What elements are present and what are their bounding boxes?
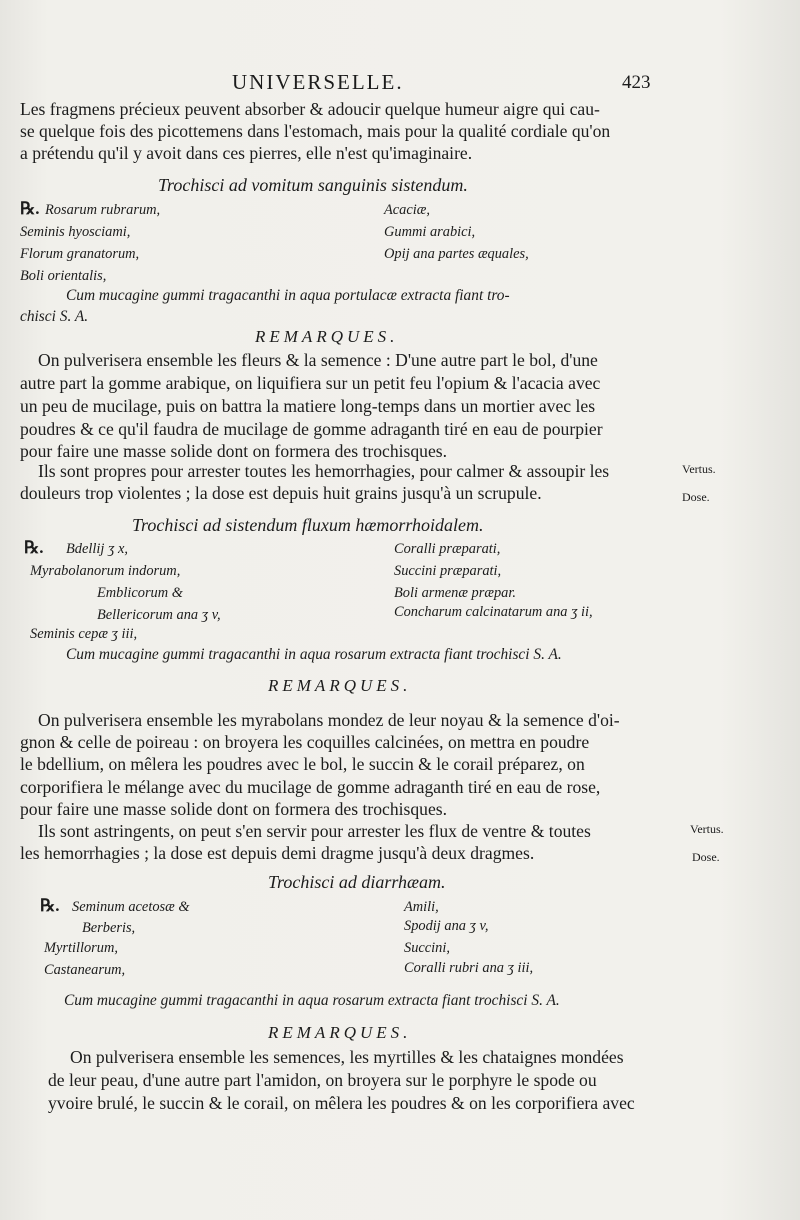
text-line: les hemorrhagies ; la dose est depuis demi dragme jusqu'à deux dragmes. [20, 843, 535, 863]
text-line: de leur peau, d'une autre part l'amidon, on broyera sur le porphyre le spode ou [48, 1070, 597, 1090]
margin-note-dose: Dose. [682, 490, 710, 504]
ingredient: Concharum calcinatarum ana ʒ ii, [394, 604, 593, 620]
text-line: un peu de mucilage, puis on battra la matiere long-temps dans un mortier avec les [20, 396, 596, 416]
text-line: On pulverisera ensemble les myrabolans mondez de leur noyau & la semence d'oi- [38, 710, 620, 730]
text-line: Ils sont astringents, on peut s'en servir pour arrester les flux de ventre & toutes [38, 821, 591, 841]
ingredient: Bellericorum ana ʒ v, [97, 607, 221, 623]
recipe-title: Trochisci ad sistendum fluxum hæmorrhoidalem. [132, 515, 484, 535]
recipe-title: Trochisci ad vomitum sanguinis sistendum. [158, 175, 468, 195]
ingredient: Gummi arabici, [384, 224, 476, 240]
recipe-title: Trochisci ad diarrhæam. [268, 872, 446, 892]
ingredient: Bdellij ʒ x, [66, 541, 128, 557]
ingredient: Coralli præparati, [394, 541, 501, 557]
recipe-symbol: ℞. [40, 896, 60, 915]
ingredient: Spodij ana ʒ v, [404, 918, 489, 934]
text-line: autre part la gomme arabique, on liquifiera sur un petit feu l'opium & l'acacia avec [20, 373, 601, 393]
ingredient: Seminum acetosæ & [72, 899, 190, 915]
remarques-heading: REMARQUES. [268, 1023, 412, 1042]
running-title: UNIVERSELLE. [232, 70, 404, 94]
recipe-instruction: Cum mucagine gummi tragacanthi in aqua portulacæ extracta fiant tro- [66, 287, 510, 304]
ingredient: Seminis cepæ ʒ iii, [30, 626, 138, 642]
text-line: Ils sont propres pour arrester toutes les hemorrhagies, pour calmer & assoupir les [38, 461, 610, 481]
recipe-symbol: ℞. [20, 199, 40, 218]
ingredient: Rosarum rubrarum, [45, 202, 161, 218]
text-line: On pulverisera ensemble les fleurs & la semence : D'une autre part le bol, d'une [38, 350, 598, 370]
text-line: pour faire une masse solide dont on formera des trochisques. [20, 441, 448, 461]
recipe-instruction: Cum mucagine gummi tragacanthi in aqua rosarum extracta fiant trochisci S. A. [64, 992, 560, 1009]
margin-note-vertus: Vertus. [690, 822, 724, 836]
ingredient: Myrtillorum, [44, 940, 118, 956]
recipe-instruction: Cum mucagine gummi tragacanthi in aqua rosarum extracta fiant trochisci S. A. [66, 646, 562, 663]
text-line: corporifiera le mélange avec du mucilage de gomme adraganth tiré en eau de rose, [20, 777, 601, 797]
ingredient: Boli armenæ præpar. [394, 585, 516, 601]
text-line: Les fragmens précieux peuvent absorber & adoucir quelque humeur aigre qui cau- [20, 99, 600, 119]
text-line: yvoire brulé, le succin & le corail, on mêlera les poudres & on les corporifiera avec [48, 1093, 635, 1113]
text-line: douleurs trop violentes ; la dose est depuis huit grains jusqu'à un scrupule. [20, 483, 542, 503]
remarques-heading: REMARQUES. [268, 676, 412, 695]
ingredient: Opij ana partes æquales, [384, 246, 529, 262]
text-line: pour faire une masse solide dont on formera des trochisques. [20, 799, 448, 819]
text-line: a prétendu qu'il y avoit dans ces pierres, elle n'est qu'imaginaire. [20, 143, 473, 163]
ingredient: Emblicorum & [97, 585, 183, 601]
recipe-symbol: ℞. [24, 538, 44, 557]
text-line: le bdellium, on mêlera les poudres avec le bol, le succin & le corail préparez, on [20, 754, 585, 774]
ingredient: Myrabolanorum indorum, [30, 563, 181, 579]
margin-note-vertus: Vertus. [682, 462, 716, 476]
ingredient: Succini præparati, [394, 563, 502, 579]
ingredient: Succini, [404, 940, 450, 956]
ingredient: Amili, [404, 899, 439, 915]
ingredient: Castanearum, [44, 962, 126, 978]
ingredient: Florum granatorum, [20, 246, 140, 262]
text-line: On pulverisera ensemble les semences, les myrtilles & les chataignes mondées [70, 1047, 624, 1067]
remarques-heading: REMARQUES. [255, 327, 399, 346]
ingredient: Seminis hyosciami, [20, 224, 131, 240]
text-line: se quelque fois des picottemens dans l'estomach, mais pour la qualité cordiale qu'on [20, 121, 611, 141]
ingredient: Berberis, [82, 920, 136, 936]
margin-note-dose: Dose. [692, 850, 720, 864]
page-header [0, 70, 800, 100]
ingredient: Acaciæ, [384, 202, 430, 218]
text-line: gnon & celle de poireau : on broyera les coquilles calcinées, on mettra en poudre [20, 732, 590, 752]
ingredient: Coralli rubri ana ʒ iii, [404, 960, 534, 976]
page-number: 423 [622, 72, 651, 93]
text-line: poudres & ce qu'il faudra de mucilage de gomme adraganth tiré en eau de pourpier [20, 419, 603, 439]
ingredient: Boli orientalis, [20, 268, 107, 284]
recipe-instruction: chisci S. A. [20, 308, 89, 325]
